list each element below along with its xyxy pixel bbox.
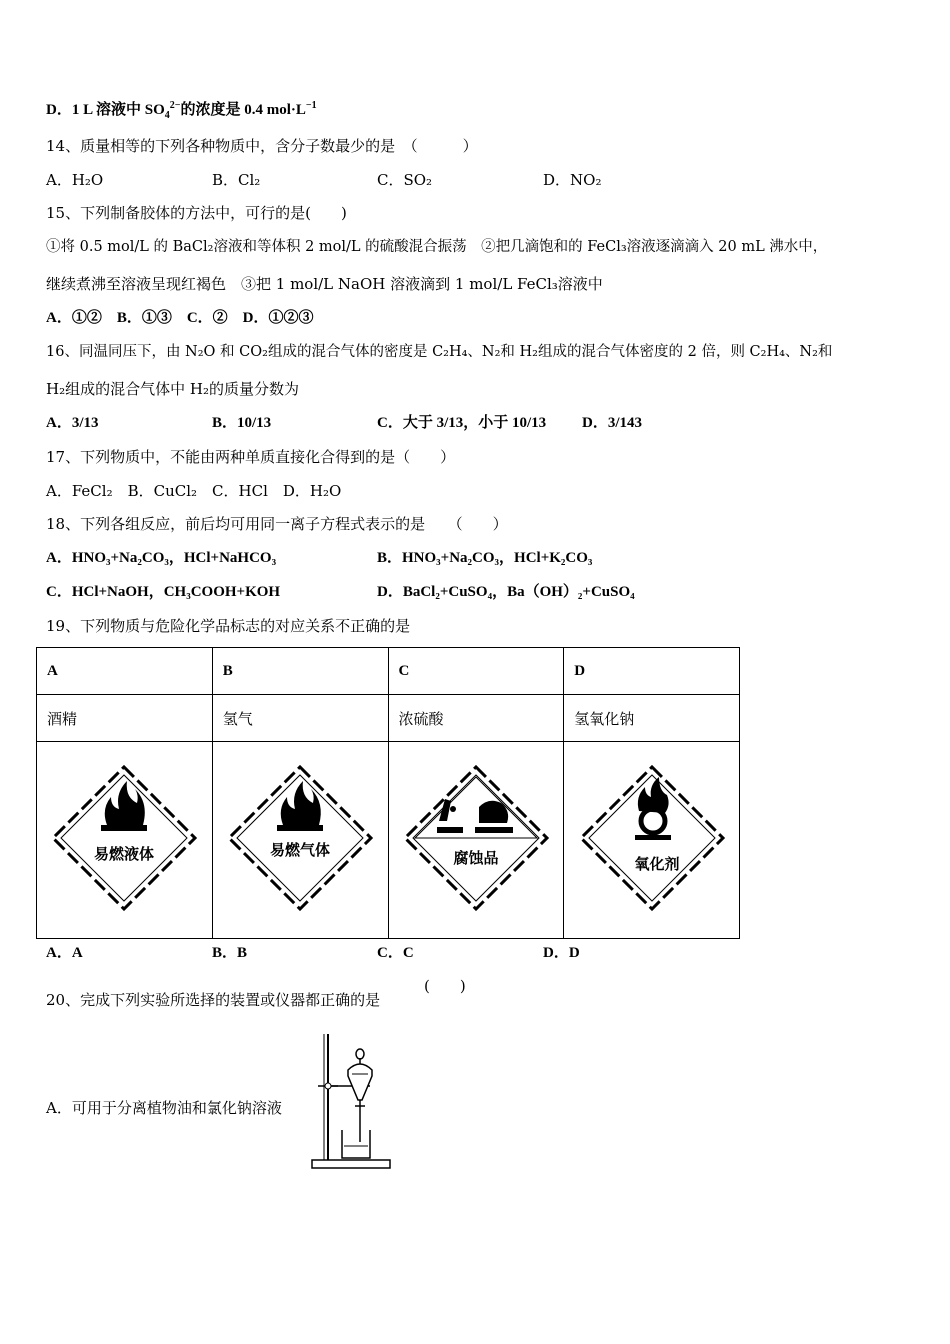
q14-option-b[interactable]: B．Cl₂	[212, 171, 261, 189]
q16-line1: 16、同温同压下，由 N₂O 和 CO₂组成的混合气体的密度是 C₂H₄、N₂和 H₂组成的混合气体密度的 2 倍，则 C₂H₄、N₂和	[46, 344, 833, 360]
sign-label-b: 易燃气体	[270, 841, 331, 859]
substance-c: 浓硫酸	[388, 695, 564, 742]
substance-b: 氢气	[212, 695, 388, 742]
sign-cell-c	[388, 742, 564, 939]
q16-option-a[interactable]: A．3/13	[46, 415, 99, 431]
sign-cell-d	[564, 742, 740, 939]
sign-label-c: 腐蚀品	[453, 849, 499, 867]
q18-stem: 18、下列各组反应，前后均可用同一离子方程式表示的是 （ ）	[46, 515, 508, 533]
substance-d: 氢氧化钠	[564, 695, 740, 742]
corrosive-icon	[401, 763, 551, 913]
q19-stem: 19、下列物质与危险化学品标志的对应关系不正确的是	[46, 617, 411, 635]
q14-option-d[interactable]: D．NO₂	[543, 171, 602, 189]
q20-stem: 20、完成下列实验所选择的装置或仪器都正确的是	[46, 991, 381, 1009]
q15-line1: ①将 0.5 mol/L 的 BaCl₂溶液和等体积 2 mol/L 的硫酸混合振荡 ②把几滴饱和的 FeCl₃溶液逐滴滴入 20 mL 沸水中，	[46, 239, 828, 255]
substance-a: 酒精	[37, 695, 213, 742]
q15-options[interactable]: A．①② B．①③ C．② D．①②③	[46, 310, 314, 326]
sign-cell-a	[37, 742, 213, 939]
q18-option-c[interactable]: C．HCl+NaOH，CH₃COOH+KOH	[46, 584, 281, 600]
q19-option-c[interactable]: C．C	[377, 945, 414, 961]
q19-option-d[interactable]: D．D	[543, 945, 580, 961]
separatory-funnel-apparatus-icon	[308, 1030, 394, 1172]
q16-option-c[interactable]: C．大于 3/13，小于 10/13	[377, 415, 547, 431]
sign-label-d: 氧化剂	[634, 855, 680, 873]
q18-option-d[interactable]: D．BaCl₂+CuSO₄，Ba（OH）₂+CuSO₄	[377, 584, 635, 600]
flammable-gas-icon	[225, 763, 375, 913]
q17-stem: 17、下列物质中，不能由两种单质直接化合得到的是（ ）	[46, 448, 456, 466]
q14-option-c[interactable]: C．SO₂	[377, 171, 433, 189]
q20-option-a[interactable]: A．可用于分离植物油和氯化钠溶液	[46, 1099, 282, 1117]
header-c: C	[388, 648, 564, 695]
q20-paren: ( )	[424, 977, 466, 995]
sign-cell-b	[212, 742, 388, 939]
q18-option-b[interactable]: B．HNO₃+Na₂CO₃，HCl+K₂CO₃	[377, 550, 593, 566]
hazard-table	[36, 647, 740, 939]
header-d: D	[564, 648, 740, 695]
flammable-liquid-icon	[49, 763, 199, 913]
q15-line2: 继续煮沸至溶液呈现红褐色 ③把 1 mol/L NaOH 溶液滴到 1 mol/L FeCl₃溶液中	[46, 275, 603, 293]
q18-option-a[interactable]: A．HNO₃+Na₂CO₃，HCl+NaHCO₃	[46, 550, 277, 566]
q17-options[interactable]: A．FeCl₂ B．CuCl₂ C．HCl D．H₂O	[46, 482, 342, 500]
q14-stem: 14、质量相等的下列各种物质中，含分子数最少的是 （ ）	[46, 137, 478, 155]
q14-option-a[interactable]: A．H₂O	[46, 171, 104, 189]
header-b: B	[212, 648, 388, 695]
q16-option-b[interactable]: B．10/13	[212, 415, 272, 431]
q16-option-d[interactable]: D．3/143	[582, 415, 643, 431]
sign-label-a: 易燃液体	[94, 845, 155, 863]
header-a: A	[37, 648, 213, 695]
q19-option-a[interactable]: A．A	[46, 945, 83, 961]
oxidizer-icon	[577, 763, 727, 913]
q15-stem: 15、下列制备胶体的方法中，可行的是( )	[46, 204, 347, 222]
q13-option-d: D．1 L 溶液中 $SO_4^{2-}$的浓度是 0.4 $mol\cdot L^{-1}$	[46, 100, 317, 121]
q16-line2: H₂组成的混合气体中 H₂的质量分数为	[46, 380, 299, 398]
q19-option-b[interactable]: B．B	[212, 945, 248, 961]
